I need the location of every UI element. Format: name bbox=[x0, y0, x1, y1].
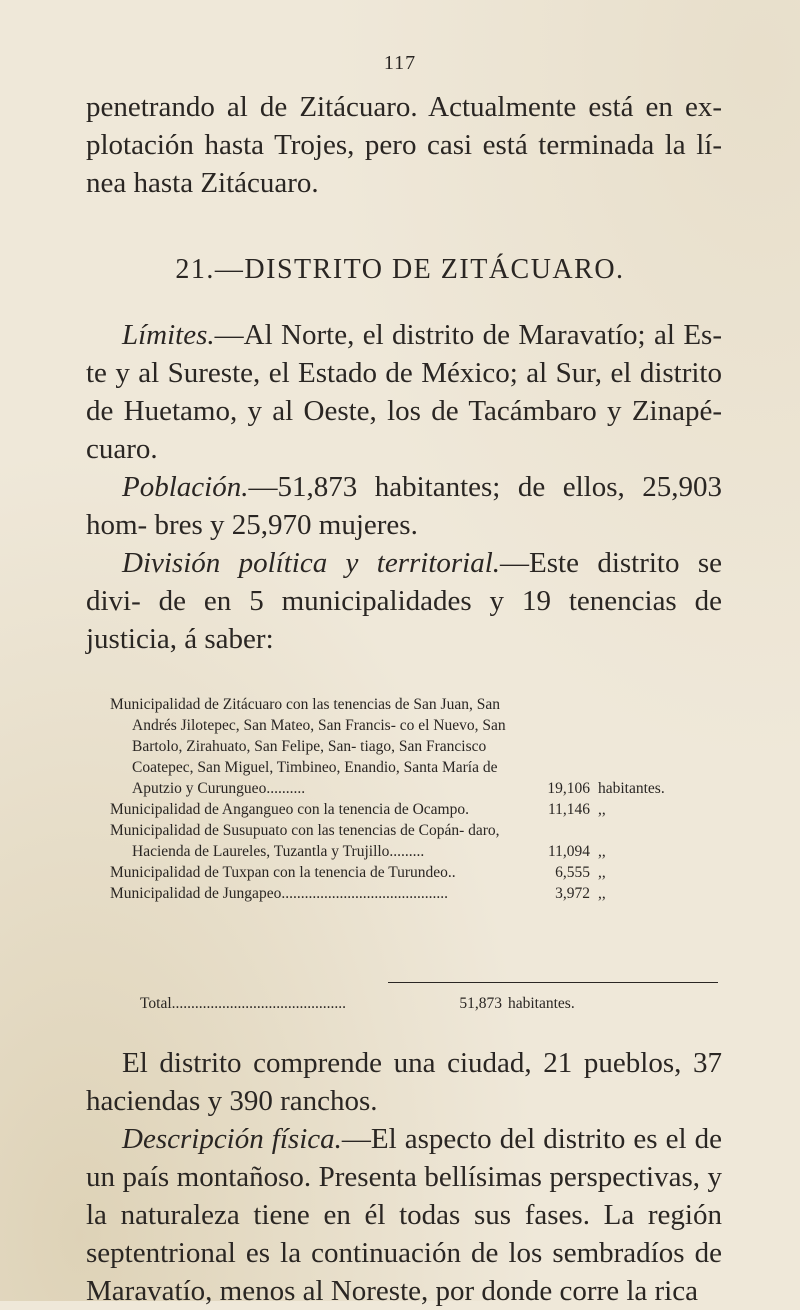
division-label: División política y territorial. bbox=[122, 547, 501, 579]
paragraph-poblacion bbox=[86, 468, 722, 544]
descripcion-text: —El aspecto del distrito es el de un país montañoso. Presenta bellísimas perspectivas, y la naturaleza tiene en él todas sus fases. La región septentrional es la continuación de los sembradíos de Maravatío, menos al Noreste, por donde corre la rica bbox=[86, 1123, 722, 1307]
row-value: 19,106 bbox=[547, 780, 590, 797]
total-row bbox=[140, 993, 720, 1014]
descripcion-label: Descripción física. bbox=[122, 1123, 342, 1155]
total-label: Total............................................. bbox=[140, 995, 347, 1012]
page-number: 117 bbox=[383, 52, 417, 74]
total-value: 51,873 bbox=[459, 995, 502, 1012]
limites-label: Límites. bbox=[122, 319, 215, 351]
row-unit: ,, bbox=[598, 801, 606, 818]
row-value: 11,146 bbox=[547, 801, 590, 818]
table-row bbox=[110, 883, 720, 904]
paragraph-intro: penetrando al de Zitácuaro. Actualmente está en ex- plotación hasta Trojes, pero casi está terminada la lí- nea hasta Zitácuaro. bbox=[86, 91, 722, 199]
row-description: Municipalidad de Zitácuaro con las tenencias de San Juan, San Andrés Jilotepec, San Mateo, San Francis- co el Nuevo, San Bartolo, Zirahuato, San Felipe, San- tiago, San Francisco Coatepec, San Miguel, Timbineo, Enandio, Santa María de Aputzio y Curungueo.......... bbox=[110, 696, 506, 797]
row-unit: ,, bbox=[598, 843, 606, 860]
paragraph-limites bbox=[86, 316, 722, 468]
row-unit: ,, bbox=[598, 885, 606, 902]
paragraph-division bbox=[86, 544, 722, 658]
table-row bbox=[110, 799, 720, 820]
total-unit: habitantes. bbox=[508, 995, 575, 1012]
section-title: 21.—DISTRITO DE ZITÁCUARO. bbox=[175, 254, 625, 285]
paragraph-descripcion bbox=[86, 1120, 722, 1310]
row-unit: habitantes. bbox=[598, 780, 665, 797]
poblacion-label: Población. bbox=[122, 471, 249, 503]
paragraph-ciudad: El distrito comprende una ciudad, 21 pueblos, 37 haciendas y 390 ranchos. bbox=[86, 1047, 722, 1117]
table-row bbox=[110, 820, 720, 862]
row-description: Municipalidad de Tuxpan con la tenencia de Turundeo.. bbox=[110, 864, 456, 881]
municipalities-table bbox=[110, 694, 720, 904]
row-value: 6,555 bbox=[555, 864, 590, 881]
row-value: 3,972 bbox=[555, 885, 590, 902]
row-description: Municipalidad de Angangueo con la tenencia de Ocampo. bbox=[110, 801, 469, 818]
table-row bbox=[110, 862, 720, 883]
total-divider bbox=[388, 982, 718, 983]
limites-text: —Al Norte, el distrito de Maravatío; al Es- te y al Sureste, el Estado de México; al Sur, el distrito de Huetamo, y al Oeste, los de Tacámbaro y Zinapé- cuaro. bbox=[86, 319, 722, 465]
poblacion-text: —51,873 habitantes; de ellos, 25,903 hom- bres y 25,970 mujeres. bbox=[86, 471, 722, 541]
row-description: Municipalidad de Susupuato con las tenencias de Copán- daro, Hacienda de Laureles, Tuzantla y Trujillo......... bbox=[110, 822, 500, 860]
division-text: —Este distrito se divi- de en 5 municipalidades y 19 tenencias de justicia, á saber: bbox=[86, 547, 722, 655]
row-description: Municipalidad de Jungapeo........................................... bbox=[110, 885, 448, 902]
row-value: 11,094 bbox=[547, 843, 590, 860]
row-unit: ,, bbox=[598, 864, 606, 881]
table-row bbox=[110, 694, 720, 799]
